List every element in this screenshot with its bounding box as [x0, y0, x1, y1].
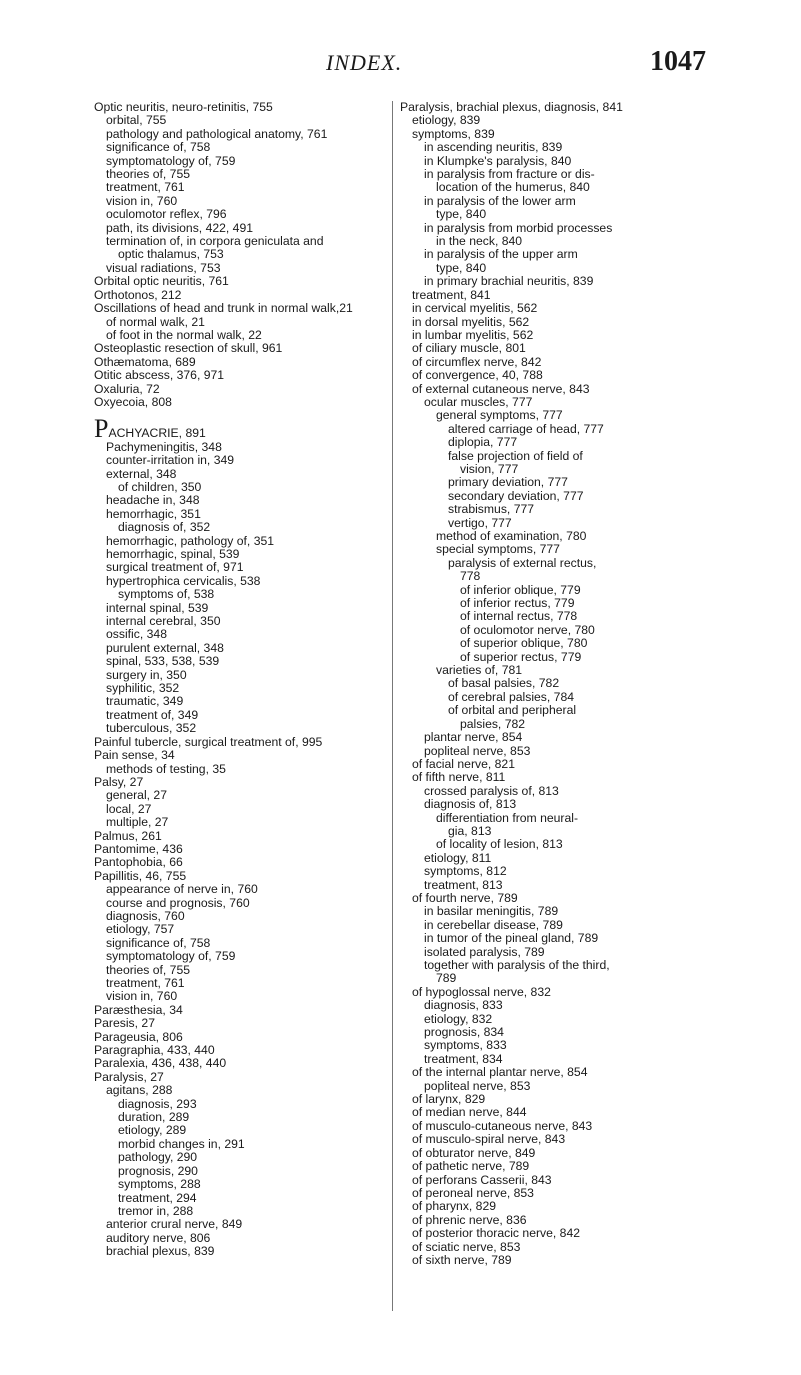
- index-entry: symptoms, 812: [424, 864, 507, 879]
- index-entry: Palmus, 261: [94, 828, 162, 843]
- index-entry: surgical treatment of, 971: [106, 560, 244, 575]
- index-entry: in cerebellar disease, 789: [424, 917, 563, 932]
- index-entry: symptomatology of, 759: [106, 153, 236, 168]
- index-entry: of the internal plantar nerve, 854: [412, 1065, 588, 1080]
- index-entry: treatment, 834: [424, 1051, 503, 1066]
- index-entry: special symptoms, 777: [436, 542, 560, 557]
- index-entry: appearance of nerve in, 760: [106, 882, 258, 897]
- index-entry: Painful tubercle, surgical treatment of, 995: [94, 734, 323, 749]
- index-entry: in the neck, 840: [436, 234, 523, 249]
- index-entry: symptoms, 833: [424, 1038, 507, 1053]
- index-entry: of basal palsies, 782: [448, 676, 560, 691]
- index-entry: Pain sense, 34: [94, 748, 175, 763]
- index-entry: treatment of, 349: [106, 707, 199, 722]
- page-number: 1047: [650, 46, 706, 77]
- index-entry: of median nerve, 844: [412, 1105, 527, 1120]
- index-entry: Oxyecoia, 808: [94, 394, 172, 409]
- index-entry: primary deviation, 777: [448, 475, 568, 490]
- index-entry: duration, 289: [118, 1110, 190, 1125]
- index-entry: in ascending neuritis, 839: [424, 140, 563, 155]
- index-entry: crossed paralysis of, 813: [424, 783, 559, 798]
- index-entry: of sciatic nerve, 853: [412, 1239, 521, 1254]
- index-entry: surgery in, 350: [106, 667, 187, 682]
- index-entry: anterior crural nerve, 849: [106, 1217, 243, 1232]
- index-entry: agitans, 288: [106, 1083, 173, 1098]
- index-entry: 778: [460, 569, 481, 584]
- index-entry: of foot in the normal walk, 22: [106, 327, 262, 342]
- index-entry: hypertrophica cervicalis, 538: [106, 573, 261, 588]
- index-entry: internal spinal, 539: [106, 600, 209, 615]
- index-entry: palsies, 782: [460, 716, 526, 731]
- index-entry: vision in, 760: [106, 989, 178, 1004]
- index-entry: of perforans Casserii, 843: [412, 1172, 552, 1187]
- index-entry: ossific, 348: [106, 627, 167, 642]
- index-entry: syphilitic, 352: [106, 681, 180, 696]
- index-entry: in paralysis of the lower arm: [424, 193, 576, 208]
- index-entry: auditory nerve, 806: [106, 1230, 211, 1245]
- index-entry: Papillitis, 46, 755: [94, 868, 187, 883]
- index-entry: Orbital optic neuritis, 761: [94, 274, 229, 289]
- index-entry: in lumbar myelitis, 562: [412, 327, 534, 342]
- index-entry: symptoms, 288: [118, 1177, 201, 1192]
- index-entry: in Klumpke's paralysis, 840: [424, 153, 572, 168]
- index-entry: of musculo-cutaneous nerve, 843: [412, 1118, 593, 1133]
- index-entry: Palsy, 27: [94, 774, 144, 789]
- page-header: [0, 46, 801, 84]
- index-entry: etiology, 839: [412, 113, 481, 128]
- index-entry: isolated paralysis, 789: [424, 944, 545, 959]
- index-entry: in tumor of the pineal gland, 789: [424, 931, 599, 946]
- index-entry: prognosis, 834: [424, 1025, 504, 1040]
- index-entry: Pantomime, 436: [94, 841, 183, 856]
- index-entry: vertigo, 777: [448, 515, 512, 530]
- index-column-left: [94, 101, 386, 1259]
- index-entry: oculomotor reflex, 796: [106, 207, 227, 222]
- index-entry: false projection of field of: [448, 448, 583, 463]
- index-entry: in paralysis of the upper arm: [424, 247, 578, 262]
- index-entry: of pharynx, 829: [412, 1199, 497, 1214]
- index-entry: altered carriage of head, 777: [448, 421, 604, 436]
- index-entry: of facial nerve, 821: [412, 756, 515, 771]
- index-entry: of inferior rectus, 779: [460, 596, 575, 611]
- index-entry: of convergence, 40, 788: [412, 368, 543, 383]
- index-entry: of obturator nerve, 849: [412, 1145, 536, 1160]
- index-entry: of external cutaneous nerve, 843: [412, 381, 590, 396]
- index-entry: prognosis, 290: [118, 1163, 198, 1178]
- index-entry: of fifth nerve, 811: [412, 770, 506, 785]
- index-entry: methods of testing, 35: [106, 761, 226, 776]
- index-entry: internal cerebral, 350: [106, 614, 221, 629]
- index-entry: 789: [436, 971, 457, 986]
- index-entry: visual radiations, 753: [106, 260, 221, 275]
- index-entry: secondary deviation, 777: [448, 488, 584, 503]
- index-entry: Paralysis, 27: [94, 1069, 164, 1084]
- index-entry: gia, 813: [448, 823, 492, 838]
- index-entry: optic thalamus, 753: [118, 247, 224, 262]
- index-entry: of normal walk, 21: [106, 314, 205, 329]
- index-entry: orbital, 755: [106, 113, 167, 128]
- index-entry: general symptoms, 777: [436, 408, 563, 423]
- running-title: INDEX.: [326, 50, 403, 75]
- index-entry: theories of, 755: [106, 962, 191, 977]
- index-entry: external, 348: [106, 466, 177, 481]
- index-entry: hemorrhagic, 351: [106, 506, 201, 521]
- index-entry: in primary brachial neuritis, 839: [424, 274, 594, 289]
- index-entry: treatment, 761: [106, 976, 185, 990]
- index-entry: diagnosis of, 813: [424, 797, 517, 812]
- index-entry: Orthotonos, 212: [94, 287, 182, 302]
- index-entry: treatment, 813: [424, 877, 503, 892]
- index-entry: Pachymeningitis, 348: [106, 439, 222, 454]
- index-entry: traumatic, 349: [106, 694, 184, 709]
- index-entry: type, 840: [436, 260, 487, 275]
- index-entry: hemorrhagic, pathology of, 351: [106, 533, 275, 548]
- index-entry: etiology, 832: [424, 1011, 493, 1026]
- index-entry: course and prognosis, 760: [106, 895, 250, 910]
- index-entry: of fourth nerve, 789: [412, 890, 518, 905]
- index-entry: diagnosis, 293: [118, 1096, 197, 1111]
- index-entry: of locality of lesion, 813: [436, 837, 563, 852]
- index-entry: paralysis of external rectus,: [448, 555, 597, 570]
- index-entry: significance of, 758: [106, 935, 211, 950]
- index-entry: in paralysis from morbid processes: [424, 220, 613, 235]
- index-entry: diagnosis, 760: [106, 908, 185, 923]
- index-entry: diagnosis of, 352: [118, 520, 211, 535]
- index-entry: local, 27: [106, 801, 152, 816]
- index-entry: multiple, 27: [106, 815, 169, 830]
- index-entry: in paralysis from fracture or dis-: [424, 167, 595, 182]
- index-entry: symptomatology of, 759: [106, 949, 236, 964]
- index-entry: Paragraphia, 433, 440: [94, 1043, 215, 1058]
- index-entry: Osteoplastic resection of skull, 961: [94, 341, 283, 356]
- index-entry: Paralexia, 436, 438, 440: [94, 1056, 227, 1071]
- index-entry: popliteal nerve, 853: [424, 743, 531, 758]
- index-entry: [94, 414, 386, 444]
- index-entry: of pathetic nerve, 789: [412, 1159, 530, 1174]
- index-entry: Paræsthesia, 34: [94, 1002, 183, 1017]
- index-entry: in basilar meningitis, 789: [424, 904, 559, 919]
- index-entry: vision, 777: [460, 461, 519, 476]
- index-entry: of children, 350: [118, 479, 202, 494]
- index-entry: location of the humerus, 840: [436, 180, 590, 195]
- index-entry: tremor in, 288: [118, 1203, 194, 1218]
- index-entry: Paralysis, brachial plexus, diagnosis, 841: [400, 100, 623, 114]
- drop-cap: P: [94, 414, 109, 444]
- index-entry: of oculomotor nerve, 780: [460, 622, 595, 637]
- index-entry: diplopia, 777: [448, 435, 518, 450]
- index-entry: general, 27: [106, 788, 167, 803]
- index-entry: of internal rectus, 778: [460, 609, 578, 624]
- index-entry: path, its divisions, 422, 491: [106, 220, 254, 235]
- index-entry: of musculo-spiral nerve, 843: [412, 1132, 566, 1147]
- index-entry: of phrenic nerve, 836: [412, 1212, 527, 1227]
- index-entry: of sixth nerve, 789: [412, 1252, 512, 1267]
- index-entry: etiology, 289: [118, 1123, 187, 1138]
- index-entry: Optic neuritis, neuro-retinitis, 755: [94, 100, 273, 114]
- index-entry: symptoms of, 538: [118, 587, 215, 602]
- index-entry: spinal, 533, 538, 539: [106, 654, 220, 669]
- index-entry: of inferior oblique, 779: [460, 582, 581, 597]
- index-entry: of orbital and peripheral: [448, 703, 577, 718]
- index-entry: of superior oblique, 780: [460, 636, 588, 651]
- index-entry: Oscillations of head and trunk in normal walk,21: [94, 301, 353, 316]
- index-entry: Othæmatoma, 689: [94, 354, 196, 369]
- index-entry: purulent external, 348: [106, 640, 224, 655]
- index-entry: together with paralysis of the third,: [424, 958, 610, 972]
- index-entry: popliteal nerve, 853: [424, 1078, 531, 1093]
- index-entry: theories of, 755: [106, 167, 191, 182]
- index-entry: termination of, in corpora geniculata and: [106, 234, 324, 249]
- column-divider: [392, 101, 393, 1311]
- index-entry: of hypoglossal nerve, 832: [412, 984, 551, 999]
- index-entry: in dorsal myelitis, 562: [412, 314, 530, 329]
- index-entry: strabismus, 777: [448, 502, 535, 517]
- index-entry: symptoms, 839: [412, 126, 495, 141]
- index-entry: method of examination, 780: [436, 529, 587, 543]
- index-entry: counter-irritation in, 349: [106, 453, 235, 468]
- index-entry: of superior rectus, 779: [460, 649, 582, 664]
- index-entry: headache in, 348: [106, 493, 200, 508]
- index-entry: ocular muscles, 777: [424, 394, 533, 409]
- index-entry: of posterior thoracic nerve, 842: [412, 1226, 581, 1241]
- index-entry: pathology, 290: [118, 1150, 198, 1165]
- index-entry: brachial plexus, 839: [106, 1244, 215, 1259]
- index-entry: plantar nerve, 854: [424, 730, 523, 745]
- index-entry: diagnosis, 833: [424, 998, 503, 1013]
- index-entry: pathology and pathological anatomy, 761: [106, 126, 328, 141]
- index-entry: in cervical myelitis, 562: [412, 301, 538, 316]
- index-entry: Parageusia, 806: [94, 1029, 183, 1044]
- index-entry-text: ACHYACRIE, 891: [108, 426, 206, 441]
- index-entry: of circumflex nerve, 842: [412, 354, 542, 369]
- index-entry: of ciliary muscle, 801: [412, 341, 526, 356]
- index-entry: treatment, 841: [412, 287, 491, 302]
- index-entry: Paresis, 27: [94, 1016, 155, 1031]
- index-column-right: [400, 101, 730, 1267]
- index-entry: significance of, 758: [106, 140, 211, 155]
- index-entry: Otitic abscess, 376, 971: [94, 368, 225, 383]
- index-entry: varieties of, 781: [436, 663, 523, 678]
- index-entry: Pantophobia, 66: [94, 855, 183, 870]
- index-entry: treatment, 761: [106, 180, 185, 195]
- index-entry: type, 840: [436, 207, 487, 222]
- index-entry: Oxaluria, 72: [94, 381, 160, 396]
- index-entry: etiology, 811: [424, 850, 492, 865]
- index-entry: of larynx, 829: [412, 1092, 486, 1107]
- index-entry: differentiation from neural-: [436, 810, 579, 825]
- section-gap: [94, 409, 386, 422]
- index-entry: of peroneal nerve, 853: [412, 1185, 534, 1200]
- index-entry: of cerebral palsies, 784: [448, 689, 575, 704]
- index-entry: etiology, 757: [106, 922, 175, 937]
- index-entry: treatment, 294: [118, 1190, 197, 1205]
- index-entry: vision in, 760: [106, 193, 178, 208]
- index-entry: tuberculous, 352: [106, 721, 197, 736]
- index-entry: hemorrhagic, spinal, 539: [106, 547, 240, 561]
- index-entry: morbid changes in, 291: [118, 1136, 245, 1151]
